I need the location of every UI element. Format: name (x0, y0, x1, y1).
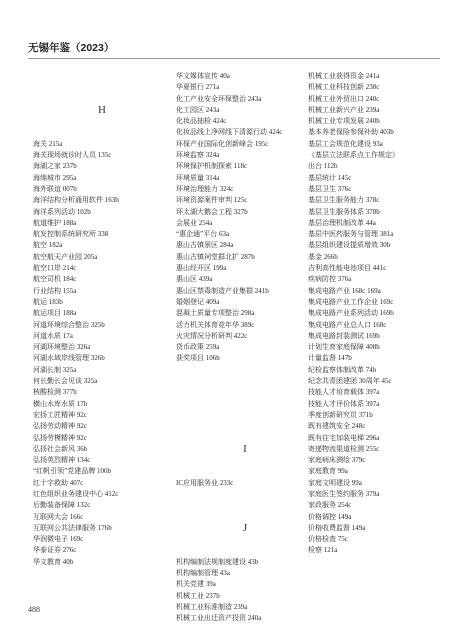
index-entry: 环太湖大鹅会工程 327b (176, 207, 248, 216)
spacer (33, 71, 171, 82)
section-letter-heading: I (243, 443, 247, 455)
index-entry: 互联网大会 166c (33, 512, 84, 521)
spacer (176, 387, 314, 398)
index-entry: 活力机关体育竞年华 389c (176, 320, 255, 329)
index-entry: 价格检查 75c (308, 535, 348, 544)
index-entry: 纪检监察体制改革 74b (308, 365, 377, 374)
index-entry: 婚姻登记 409a (176, 297, 220, 306)
index-entry: 家政服务 254c (308, 501, 352, 510)
index-entry: 机械工业新兴产业 239a (308, 105, 380, 114)
index-entry: 既有建筑安全 248c (308, 422, 366, 431)
index-entry: 家庭医生签约服务 379a (308, 489, 380, 498)
index-entry: 检察 121a (308, 546, 338, 555)
index-entry: 基本养老保险参保补助 403b (308, 128, 394, 137)
spacer (176, 545, 314, 556)
index-entry: 会展业 254a (176, 218, 213, 227)
index-entry: 《基层立法联系点工作规定》 (308, 151, 399, 160)
index-entry: 行业结构 155a (33, 286, 77, 295)
index-entry: 海洋系列活动 102b (33, 207, 91, 216)
spacer (176, 534, 314, 545)
index-entry: 互联网公共法律服务 176b (33, 523, 112, 532)
index-entry: 化工园区 243a (176, 105, 220, 114)
index-entry: 机械工业专项发展 240b (308, 117, 380, 126)
index-entry: 季度创新研究员 371b (308, 410, 373, 419)
index-entry: 混凝土质量专项整治 298a (176, 309, 255, 318)
index-entry: 基层卫生服务体系 378b (308, 207, 380, 216)
index-entry: 惠山区禁毒制造产业集群 241b (176, 286, 269, 295)
index-entry: 环境质量 314a (176, 173, 220, 182)
index-entry: 海洋结构分析通用软件 163b (33, 196, 119, 205)
index-entry: 基层治理机制改革 44a (308, 218, 376, 227)
index-entry: 河湖长制 325a (33, 365, 77, 374)
index-entry: 海关 215a (33, 139, 63, 148)
index-entry: 机械工业标准制造 239a (176, 602, 248, 611)
index-entry: 航空航天产业园 205a (33, 252, 98, 261)
index-entry: 化妆品抽检 424c (176, 117, 227, 126)
spacer (176, 365, 314, 376)
index-entry: 机械工业 237b (176, 591, 220, 600)
index-entry: 家庭教育 99a (308, 467, 348, 476)
index-entry: 后勤装备保障 132c (33, 501, 91, 510)
index-entry: 航发控制系统研究所 338 (33, 230, 109, 239)
index-entry: 环保产业国际化创新峰会 195c (176, 139, 269, 148)
index-entry: 海湖之家 237b (33, 162, 77, 171)
index-column-3 (308, 71, 448, 557)
index-entry: 惠山古镇祠堂群北扩 287b (176, 252, 255, 261)
index-entry: 机械工业外贸出口 240c (308, 94, 380, 103)
index-entry: 河道环境综合整治 325b (33, 320, 105, 329)
index-entry: 海关现场就诊时人员 135c (33, 151, 112, 160)
index-entry: 技能人才评价体系 397a (308, 399, 380, 408)
index-entry: 机构编制法规制度建设 43b (176, 557, 259, 566)
index-column-2 (176, 71, 314, 625)
index-entry: 惠山区 439a (176, 275, 213, 284)
index-entry: 河湖水域岸线管理 326b (33, 354, 105, 363)
index-entry: 基层卫生服务能力 378c (308, 196, 380, 205)
index-entry: 既有住宅加装电梯 296a (308, 433, 380, 442)
index-entry: 基层工会规范化建设 93a (308, 139, 383, 148)
index-entry: 华泰证券 276c (33, 546, 77, 555)
index-entry: 基层卫生 376c (308, 184, 352, 193)
spacer (33, 82, 171, 93)
index-entry: 惠山经开区 199a (176, 264, 227, 273)
spacer (33, 94, 171, 105)
index-entry: 货币政策 259a (176, 343, 220, 352)
index-entry: 弘扬英烈精神 134c (33, 456, 91, 465)
index-entry: 计划生育家庭保障 408b (308, 343, 380, 352)
index-entry: 基层组织建设提质增效 30b (308, 241, 391, 250)
index-entry: 航空口岸 214c (33, 264, 77, 273)
index-entry: 技能人才培育载体 397a (308, 388, 380, 397)
index-entry: 华夏银行 271a (176, 83, 220, 92)
section-letter-heading: J (242, 522, 248, 534)
header-rule (28, 58, 440, 59)
index-entry: 纪念共青团建团 30周年 45c (308, 377, 392, 386)
index-entry: 弘扬社会新风 36b (33, 444, 88, 453)
index-entry: 航空司机 184c (33, 275, 77, 284)
index-entry: 出台 112b (308, 162, 338, 171)
index-entry: 华文教育 40b (33, 557, 74, 566)
index-entry: 环境资源案件审判 125c (176, 196, 248, 205)
index-entry: 惠山古镇景区 284a (176, 241, 234, 250)
spacer (176, 455, 314, 466)
index-entry: 价格调控 149a (308, 512, 352, 521)
page-number: 488 (28, 605, 40, 614)
spacer (176, 376, 314, 387)
index-entry: 华文媒体宣传 40a (176, 72, 230, 80)
index-entry: 航运 183b (33, 297, 63, 306)
index-entry: 寄递物流渠道检测 255c (308, 444, 380, 453)
spacer (176, 421, 314, 432)
index-entry: 宏扬工匠精神 92c (33, 410, 87, 419)
index-entry: 集成电路产业 168c 169a (308, 286, 381, 295)
index-entry: 航道维护 188a (33, 218, 77, 227)
index-entry: 吉利高性能电池项目 441c (308, 264, 387, 273)
index-entry: 计量监督 147b (308, 354, 352, 363)
spacer (176, 410, 314, 421)
index-entry: 何长勤长会见谈 325a (33, 377, 98, 386)
index-column-1 (33, 71, 171, 568)
index-entry: 红色组织业务建设中心 412c (33, 489, 119, 498)
index-entry: 集成电路产业工作企业 169c (308, 297, 394, 306)
spacer (176, 399, 314, 410)
index-entry: 化妆品线上净网线下清源行动 424c (176, 128, 283, 137)
index-entry: 化工产业安全环保整治 243a (176, 94, 262, 103)
index-entry: 环境保护机制探索 118c (176, 162, 248, 171)
spacer (176, 466, 314, 477)
spacer (176, 500, 314, 511)
index-entry: 海绵城市 295a (33, 173, 77, 182)
index-entry: 河道水质 17a (33, 331, 73, 340)
index-entry: 机构编制管理 43a (176, 569, 230, 578)
index-entry: 机械工业获得资金 241a (308, 72, 380, 80)
index-entry: 河湖环境整治 326a (33, 343, 91, 352)
index-entry: 基层统计 145c (308, 173, 352, 182)
index-entry: 核酸检测 377b (33, 388, 77, 397)
index-entry: 航空 182a (33, 241, 63, 250)
section-letter-heading: H (98, 104, 106, 116)
index-entry: 机械工业科技创新 238c (308, 83, 380, 92)
index-entry: 弘扬劳动精神 92c (33, 422, 87, 431)
index-entry: 家庭病床测绘 379c (308, 456, 366, 465)
index-entry: 基层中医药服务与管理 381a (308, 230, 394, 239)
index-entry: 航运项目 188a (33, 309, 77, 318)
index-entry: 集成电路产业总人口 168c (308, 320, 387, 329)
index-entry: 火灾情况分析研判 422c (176, 331, 248, 340)
index-entry: 家庭文明建设 99a (308, 478, 362, 487)
spacer (33, 116, 171, 127)
index-entry: 红十字救助 407c (33, 478, 84, 487)
spacer (33, 127, 171, 138)
index-entry: “惠企通”平台 63a (176, 230, 230, 239)
index-entry: 机械工业出迁资产投资 240a (176, 614, 262, 623)
index-entry: 弘扬劳模精神 92c (33, 433, 87, 442)
index-entry: 集成电路封装测试 169b (308, 331, 380, 340)
index-entry: 华润微电子 169c (33, 535, 84, 544)
index-entry: 机关党建 39a (176, 580, 216, 589)
index-entry: 横山水库水质 17b (33, 399, 88, 408)
index-entry: 基金 266b (308, 252, 338, 261)
index-entry: 环境监察 324a (176, 151, 220, 160)
index-entry: “红帆引领”党建品牌 106b (33, 467, 111, 476)
index-entry: 价格收费监督 149a (308, 523, 366, 532)
spacer (176, 433, 314, 444)
running-header-title: 无锡年鉴（2023） (28, 42, 115, 54)
index-entry: 集成电路产业系列活动 169b (308, 309, 394, 318)
spacer (176, 512, 314, 523)
index-entry: 海外联谊 007b (33, 184, 77, 193)
index-entry: 环境治理能力 324c (176, 184, 234, 193)
index-entry: IC应用服务业 233c (176, 478, 234, 487)
index-entry: 获奖项目 106b (176, 354, 220, 363)
spacer (176, 489, 314, 500)
index-entry: 疾病防控 376a (308, 275, 352, 284)
